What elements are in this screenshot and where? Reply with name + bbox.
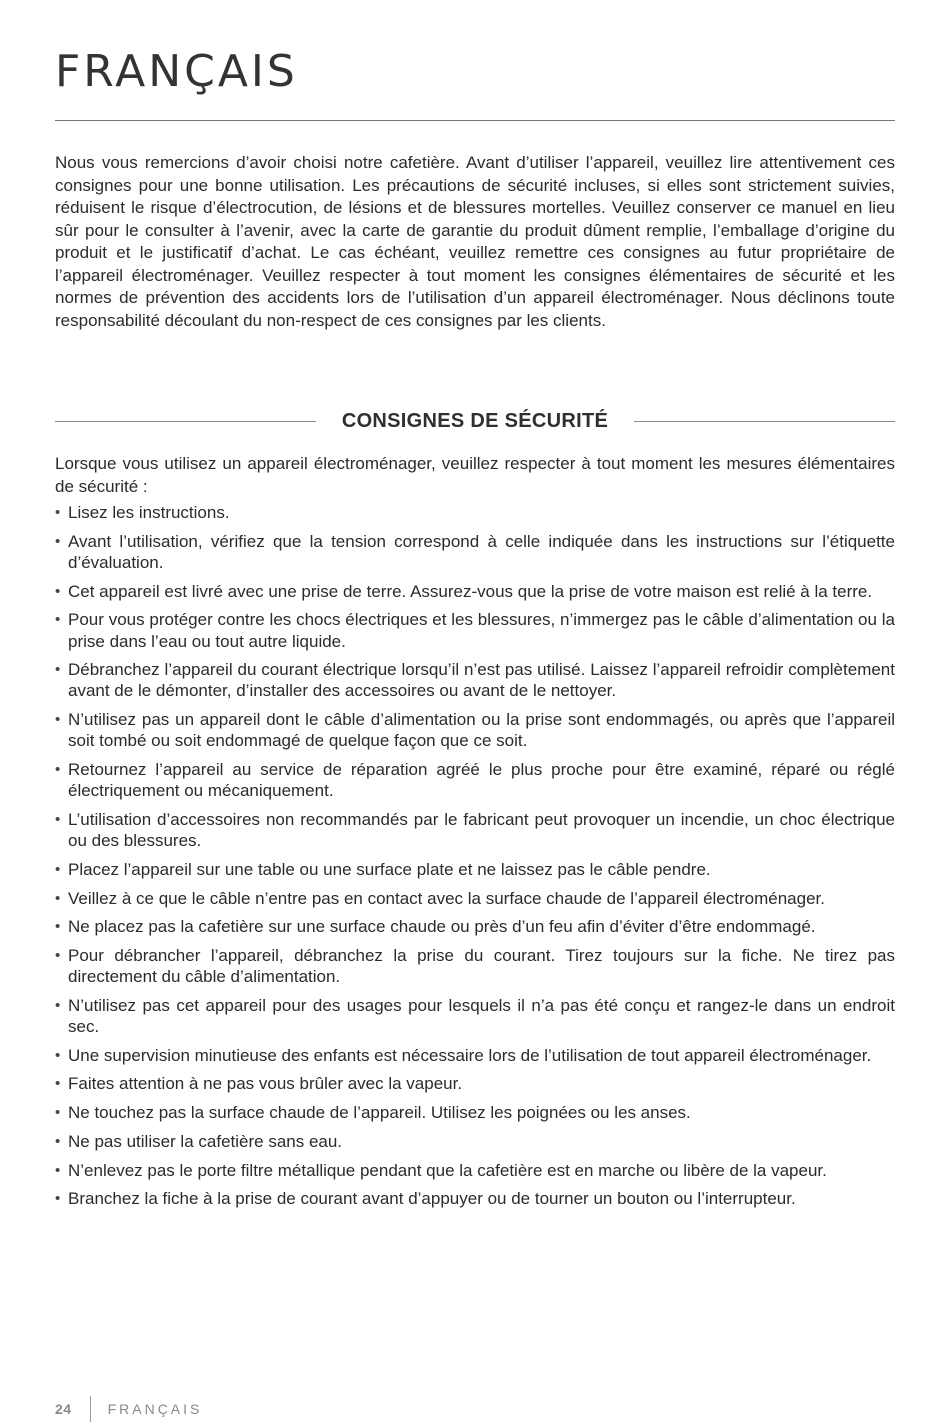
list-item-text: Ne placez pas la cafetière sur une surface chaude ou près d’un feu afin d’éviter d’être endommagé. [68,917,816,937]
safety-lead-paragraph: Lorsque vous utilisez un appareil électroménager, veuillez respecter à tout moment les mesures élémentaires de sécurité : [55,454,895,496]
list-item-text: N’enlevez pas le porte filtre métallique pendant que la cafetière est en marche ou libère de la vapeur. [68,1160,827,1180]
heading-rule-left [55,421,316,422]
bullet-icon: • [55,582,61,600]
bullet-icon: • [55,1075,61,1093]
list-item [55,659,895,701]
footer-label: FRANÇAIS [107,1401,203,1417]
bullet-icon: • [55,504,61,521]
list-item [55,809,895,851]
bullet-icon: • [55,810,61,828]
list-item-text: Faites attention à ne pas vous brûler avec la vapeur. [68,1074,463,1094]
list-item [55,1188,895,1209]
list-item-text: Veillez à ce que le câble n’entre pas en contact avec la surface chaude de l’appareil électroménager. [68,888,825,908]
list-item-text: Placez l’appareil sur une table ou une surface plate et ne laissez pas le câble pendre. [68,859,711,879]
safety-list [55,502,895,1217]
list-item [55,1160,895,1181]
bullet-icon: • [55,532,61,550]
list-item [55,888,895,909]
bullet-icon: • [55,1046,61,1064]
bullet-icon: • [55,661,61,679]
section-heading-safety [55,407,895,435]
list-item-text: Retournez l’appareil au service de réparation agréé le plus proche pour être examiné, réparé ou réglé électriquement ou mécaniquement. [68,760,895,801]
bullet-icon: • [55,711,61,729]
list-item-text: Une supervision minutieuse des enfants est nécessaire lors de l’utilisation de tout appareil électroménager. [68,1045,872,1065]
section-title: CONSIGNES DE SÉCURITÉ [341,409,609,432]
bullet-icon: • [55,1132,61,1150]
page-footer [55,1394,202,1424]
list-item-text: Pour débrancher l’appareil, débranchez la prise du courant. Tirez toujours sur la fiche. Ne tirez pas directement du câble d’alimentation. [68,945,895,987]
list-item [55,759,895,801]
bullet-icon: • [55,761,61,779]
list-item-text: Lisez les instructions. [68,503,230,522]
footer-divider [90,1396,91,1422]
list-item [55,531,895,573]
list-item [55,945,895,987]
bullet-icon: • [55,889,61,907]
list-item [55,859,895,880]
bullet-icon: • [55,1190,61,1208]
list-item-text: Débranchez l’appareil du courant électrique lorsqu’il n’est pas utilisé. Laissez l’appareil refroidir complètement avant de le démonter, d’installer des accessoires ou avant de le nettoyer. [68,660,895,701]
list-item-text: Avant l’utilisation, vérifiez que la tension correspond à celle indiquée dans les instructions sur l’étiquette d’évaluation. [68,531,895,572]
list-item [55,1102,895,1123]
list-item [55,502,895,523]
list-item-text: Pour vous protéger contre les chocs électriques et les blessures, n’immergez pas le câble d’alimentation ou la prise dans l’eau ou tout autre liquide. [68,610,895,651]
list-item [55,916,895,937]
bullet-icon: • [55,1161,61,1179]
heading-rule-right [634,421,895,422]
list-item-text: Branchez la fiche à la prise de courant avant d’appuyer ou de tourner un bouton ou l’interrupteur. [68,1189,796,1209]
bullet-icon: • [55,611,61,629]
list-item-text: Ne pas utiliser la cafetière sans eau. [68,1131,343,1151]
bullet-icon: • [55,996,61,1014]
list-item [55,1045,895,1066]
list-item-text: Cet appareil est livré avec une prise de terre. Assurez-vous que la prise de votre maison est relié à la terre. [68,581,873,601]
list-item-text: N’utilisez pas cet appareil pour des usages pour lesquels il n’a pas été conçu et rangez-le dans un endroit sec. [68,995,895,1037]
list-item-text: L’utilisation d’accessoires non recommandés par le fabricant peut provoquer un incendie, un choc électrique ou des blessures. [68,809,895,851]
list-item-text: N’utilisez pas un appareil dont le câble d’alimentation ou la prise sont endommagés, ou après que l’appareil soit tombé ou soit endommagé de quelque façon que ce soit. [68,710,895,751]
bullet-icon: • [55,946,61,964]
bullet-icon: • [55,918,61,936]
list-item [55,609,895,651]
page-number: 24 [55,1401,72,1417]
list-item-text: Ne touchez pas la surface chaude de l’appareil. Utilisez les poignées ou les anses. [68,1103,691,1123]
bullet-icon: • [55,860,61,878]
list-item [55,581,895,602]
list-item [55,1073,895,1094]
bullet-icon: • [55,1104,61,1122]
intro-paragraph: Nous vous remercions d’avoir choisi notre cafetière. Avant d’utiliser l’appareil, veuillez lire attentivement ces consignes pour une bonne utilisation. Les précautions de sécurité incluses, si elles sont strictement suivies, réduisent le risque d’électrocution, de lésions et de blessures mortelles. Veuillez conserver ce manuel en lieu sûr pour le consulter à l’avenir, avec la carte de garantie du produit dûment remplie, l’emballage d’origine du produit et le justificatif d’achat. Le cas échéant, veuillez remettre ces consignes au futur propriétaire de l’appareil électroménager. Veuillez respecter à tout moment les consignes élémentaires de sécurité et les normes de prévention des accidents lors de l’utilisation d’un appareil électroménager. Nous déclinons toute responsabilité découlant du non-respect de ces consignes par les clients. [55,153,895,330]
list-item [55,709,895,751]
list-item [55,995,895,1037]
title-divider [55,120,895,121]
list-item [55,1131,895,1152]
page-title: FRANÇAIS [55,46,298,97]
